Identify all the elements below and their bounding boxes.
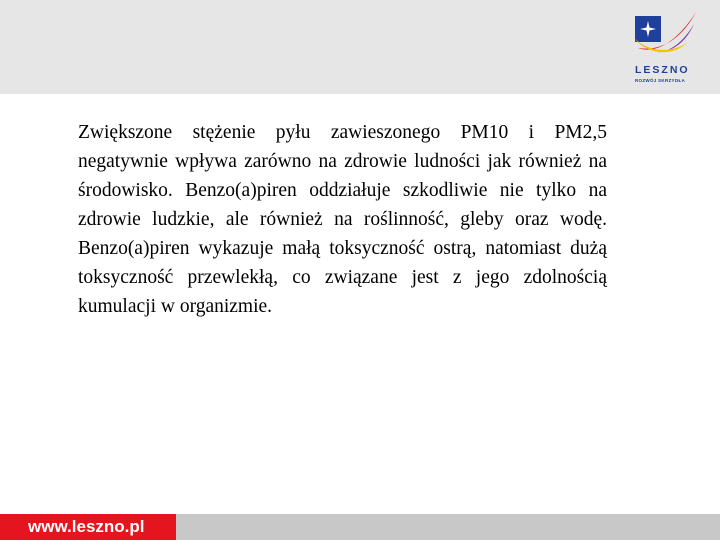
leszno-emblem-icon xyxy=(632,8,702,64)
main-paragraph: Zwiększone stężenie pyłu zawieszonego PM10 i PM2,5 negatywnie wpływa zarówno na zdrowie ludności jak również na środowisko. Benzo(a)piren oddziałuje szkodliwie nie tylko na zdrowie ludzkie, ale również na roślinność, gleby oraz wodę. Benzo(a)piren wykazuje małą toksyczność ostrą, natomiast dużą toksyczność przewlekłą, co związane jest z jego zdolnością kumulacji w organizmie. xyxy=(78,122,607,317)
leszno-logo xyxy=(632,8,702,88)
logo-tagline: ROZWÓJ SKRZYDŁA xyxy=(635,78,685,83)
header-band xyxy=(0,0,720,94)
logo-wordmark: LESZNO xyxy=(635,64,690,76)
footer-url-link[interactable]: www.leszno.pl xyxy=(28,517,145,536)
